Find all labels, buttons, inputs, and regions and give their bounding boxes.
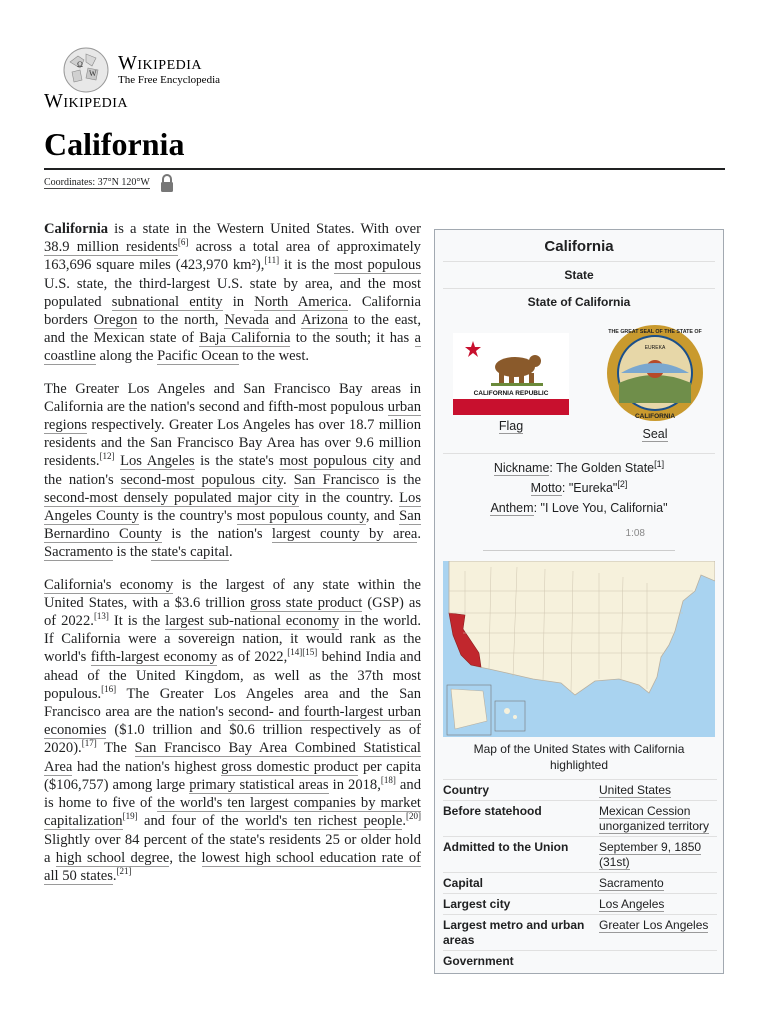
citation[interactable]: [20] xyxy=(406,811,421,822)
article-text: in xyxy=(222,293,255,310)
flag-block xyxy=(453,323,569,449)
article-link[interactable]: world's ten richest people xyxy=(245,813,403,830)
fact-label: Largest city xyxy=(443,894,599,915)
article-text: and is home to five of xyxy=(44,776,421,812)
infobox-fact-row xyxy=(443,780,717,801)
article-body xyxy=(44,220,421,899)
fact-value xyxy=(599,915,717,951)
state-symbols xyxy=(435,315,723,453)
article-text: is the xyxy=(112,544,152,561)
article-text: is the nation's xyxy=(162,526,272,543)
article-link[interactable]: San Francisco Bay Area Combined Statistical Area xyxy=(44,740,421,775)
infobox-fact-row xyxy=(443,837,717,873)
audio-duration: 1:08 xyxy=(625,528,645,539)
fact-value xyxy=(599,837,717,873)
article-link[interactable]: Sacramento xyxy=(44,544,113,561)
article-link[interactable]: Los Angeles xyxy=(120,453,195,470)
california-flag-image[interactable] xyxy=(453,333,569,415)
article-link[interactable]: North America xyxy=(254,293,348,310)
article-link[interactable]: second-most densely populated major city xyxy=(44,489,300,506)
article-link[interactable]: gross domestic product xyxy=(221,758,359,775)
article-link[interactable]: high school degree xyxy=(55,849,170,866)
wikipedia-logo[interactable] xyxy=(62,46,220,94)
article-link[interactable]: 38.9 million residents xyxy=(44,239,178,256)
citation[interactable]: [12] xyxy=(99,451,115,462)
article-link[interactable]: most populous xyxy=(334,257,421,274)
flag-caption[interactable]: Flag xyxy=(498,419,524,433)
svg-text:Ω: Ω xyxy=(77,60,83,69)
article-text: across a total area of approximately 163,696 square miles (423,970 km²), xyxy=(44,239,421,274)
coordinates xyxy=(44,173,176,193)
us-map-svg xyxy=(443,561,715,737)
fact-value xyxy=(599,951,717,972)
article-text: along the xyxy=(95,348,158,365)
article-text: It is the xyxy=(108,613,166,630)
article-text: Slightly over 84 percent of the state's residents 25 or older hold a xyxy=(44,831,421,866)
citation[interactable]: [6] xyxy=(177,237,189,248)
fact-value xyxy=(599,780,717,801)
nickname-line xyxy=(443,458,715,478)
wikipedia-wordmark: Wikipedia xyxy=(118,52,203,74)
state-emblems xyxy=(443,453,715,551)
citation[interactable]: [11] xyxy=(264,255,280,266)
citation[interactable]: [17] xyxy=(81,738,97,749)
article-text: . xyxy=(229,544,233,561)
citation[interactable]: [21] xyxy=(116,866,132,877)
article-text: The Greater Los Angeles and San Francisco Bay areas in California are the nation's second and fifth-most populous xyxy=(44,380,421,415)
article-link[interactable]: urban regions xyxy=(44,398,421,434)
seal-block xyxy=(605,323,705,449)
us-map-image[interactable] xyxy=(443,561,715,737)
article-link[interactable]: most populous city xyxy=(279,453,395,470)
seal-text-bottom: CALIFORNIA xyxy=(634,413,676,420)
nickname-link[interactable]: Nickname xyxy=(493,461,550,475)
infobox-fact-row xyxy=(443,951,717,972)
article-text: . xyxy=(112,867,117,884)
page-title: California xyxy=(44,126,185,162)
flag-text: CALIFORNIA REPUBLIC xyxy=(473,390,549,397)
article-link[interactable]: primary statistical areas xyxy=(189,776,329,793)
article-text: (GSP) as of 2022. xyxy=(44,594,422,630)
article-text: respectively. Greater Los Angeles has over 18.7 million residents and the San Francisco Bay Area has over 9.6 million residents. xyxy=(44,417,421,470)
motto-link[interactable]: Motto xyxy=(530,481,562,495)
article-text: The xyxy=(96,740,135,757)
article-text: The Greater Los Angeles area and the San Francisco area are the nation's xyxy=(44,685,421,721)
seal-caption[interactable]: Seal xyxy=(642,427,668,441)
map-caption: Map of the United States with California highlighted xyxy=(473,742,685,772)
infobox-official-name: State of California xyxy=(443,288,715,315)
article-text: and xyxy=(268,312,301,329)
anthem-audio-player[interactable] xyxy=(483,522,675,551)
infobox-type: State xyxy=(443,261,715,288)
article-link[interactable]: California's economy xyxy=(44,576,174,593)
fact-value xyxy=(599,873,717,894)
seal-text-top: THE GREAT SEAL OF THE STATE OF xyxy=(608,329,702,335)
article-link[interactable]: largest county by area xyxy=(271,526,418,543)
fact-value-link[interactable]: Greater Los Angeles xyxy=(599,918,709,932)
fact-value xyxy=(599,801,717,837)
fact-value xyxy=(599,894,717,915)
motto-value: : "Eureka" xyxy=(561,481,618,495)
article-link[interactable]: San Bernardino County xyxy=(44,508,421,543)
fact-label: Before statehood xyxy=(443,801,599,837)
fact-value-link[interactable]: United States xyxy=(599,783,672,797)
infobox-fact-row xyxy=(443,894,717,915)
svg-text:W: W xyxy=(89,69,97,78)
wikipedia-globe-icon xyxy=(62,46,110,94)
anthem-value: : "I Love You, California" xyxy=(533,501,668,515)
fact-label: Government xyxy=(443,951,599,972)
wikipedia-wordmark-secondary[interactable]: Wikipedia xyxy=(44,90,129,112)
article-text: in 2018, xyxy=(328,776,381,793)
article-text: is the country's xyxy=(139,508,237,525)
citation[interactable]: [16] xyxy=(101,684,117,695)
article-text: to the east, and the Mexican state of xyxy=(44,312,421,347)
article-text: . xyxy=(402,813,406,830)
fact-label: Country xyxy=(443,780,599,801)
citation[interactable]: [1] xyxy=(654,458,665,469)
paragraph-regions xyxy=(44,380,421,562)
wikipedia-tagline: The Free Encyclopedia xyxy=(118,74,221,86)
fact-value-link[interactable]: Sacramento xyxy=(599,876,664,890)
citation[interactable]: [18] xyxy=(380,775,396,786)
article-text: is a state in the Western United States. With over xyxy=(108,221,421,237)
article-link[interactable]: the world's ten largest companies by market capitalization xyxy=(44,795,421,830)
article-text: . California borders xyxy=(44,293,421,329)
article-text: per capita ($106,757) among large xyxy=(44,758,421,793)
article-text: to the south; it has xyxy=(290,330,415,347)
citation[interactable]: [2] xyxy=(617,478,628,489)
article-text: . xyxy=(417,526,421,543)
article-text: . xyxy=(283,471,294,488)
article-link[interactable]: Baja California xyxy=(199,330,291,347)
article-text: and four of the xyxy=(137,813,246,830)
article-text: , the xyxy=(169,849,202,866)
paragraph-economy xyxy=(44,576,421,885)
coordinates-link[interactable]: Coordinates: 37°N 120°W xyxy=(44,177,150,188)
nickname-value: : The Golden State xyxy=(549,461,655,475)
article-link[interactable]: Arizona xyxy=(300,312,348,329)
article-link[interactable]: gross state product xyxy=(250,594,363,611)
article-text: is the xyxy=(379,471,421,488)
citation[interactable]: [19] xyxy=(122,811,138,822)
infobox-fact-row xyxy=(443,915,717,951)
article-link[interactable]: largest sub-national economy xyxy=(165,613,340,630)
anthem-line xyxy=(443,498,715,518)
title-divider xyxy=(44,168,725,170)
article-text: behind India and ahead of the United Kingdom, as well as the 37th most populous. xyxy=(44,649,421,702)
article-link[interactable]: fifth-largest economy xyxy=(90,649,218,666)
lock-icon[interactable] xyxy=(158,173,176,193)
infobox xyxy=(434,229,724,974)
article-text: to the west. xyxy=(238,348,310,365)
motto-line xyxy=(443,478,715,498)
california-seal-image[interactable] xyxy=(605,323,705,423)
article-link[interactable]: lowest high school education rate of all 50 states xyxy=(44,849,421,884)
article-link[interactable]: Nevada xyxy=(224,312,269,329)
article-link[interactable]: Oregon xyxy=(93,312,138,329)
article-text: and the nation's xyxy=(44,453,421,488)
article-text: ($1.0 trillion and $0.6 trillion respectively as of 2020). xyxy=(44,722,421,757)
article-link[interactable]: a coastline xyxy=(44,330,421,365)
infobox-fact-row xyxy=(443,873,717,894)
fact-label: Admitted to the Union xyxy=(443,837,599,873)
infobox-fact-row xyxy=(443,801,717,837)
article-text: in the country. xyxy=(299,489,400,506)
seal-motto: EUREKA xyxy=(644,345,666,351)
article-link[interactable]: second- and fourth-largest urban economies xyxy=(44,704,421,739)
article-text: is the largest of any state within the United States, with a $3.6 trillion xyxy=(44,576,422,611)
article-link[interactable]: San Francisco xyxy=(293,471,380,488)
infobox-title: California xyxy=(544,238,614,255)
fact-value-link[interactable]: September 9, 1850 (31st) xyxy=(599,840,702,869)
article-text: is the state's xyxy=(194,453,280,470)
article-link[interactable]: most populous county xyxy=(236,508,366,525)
article-text: as of 2022, xyxy=(217,649,288,666)
article-text: had the nation's highest xyxy=(72,758,222,775)
article-link[interactable]: second-most populous city xyxy=(120,471,283,488)
fact-value-link[interactable]: Mexican Cession unorganized territory xyxy=(599,804,710,833)
article-link[interactable]: state's capital xyxy=(151,544,229,561)
citation[interactable]: [13] xyxy=(93,611,109,622)
fact-label: Largest metro and urban areas xyxy=(443,915,599,951)
article-text: in the world. If California were a sovereign nation, it would rank as the world's xyxy=(44,613,421,666)
article-subject: California xyxy=(44,221,109,237)
infobox-facts-table xyxy=(443,779,717,971)
anthem-link[interactable]: Anthem xyxy=(490,501,534,515)
article-text: to the north, xyxy=(137,312,225,329)
article-text: U.S. state, the third-largest U.S. state by area, and the most populated xyxy=(44,275,421,310)
article-text: , and xyxy=(365,508,400,525)
article-link[interactable]: Pacific Ocean xyxy=(157,348,239,365)
citation[interactable]: [14][15] xyxy=(287,647,318,658)
article-link[interactable]: Los Angeles County xyxy=(44,489,421,525)
article-link[interactable]: subnational entity xyxy=(111,293,223,310)
paragraph-intro xyxy=(44,220,421,366)
fact-value-link[interactable]: Los Angeles xyxy=(599,897,665,911)
article-text: it is the xyxy=(279,257,335,274)
fact-label: Capital xyxy=(443,873,599,894)
